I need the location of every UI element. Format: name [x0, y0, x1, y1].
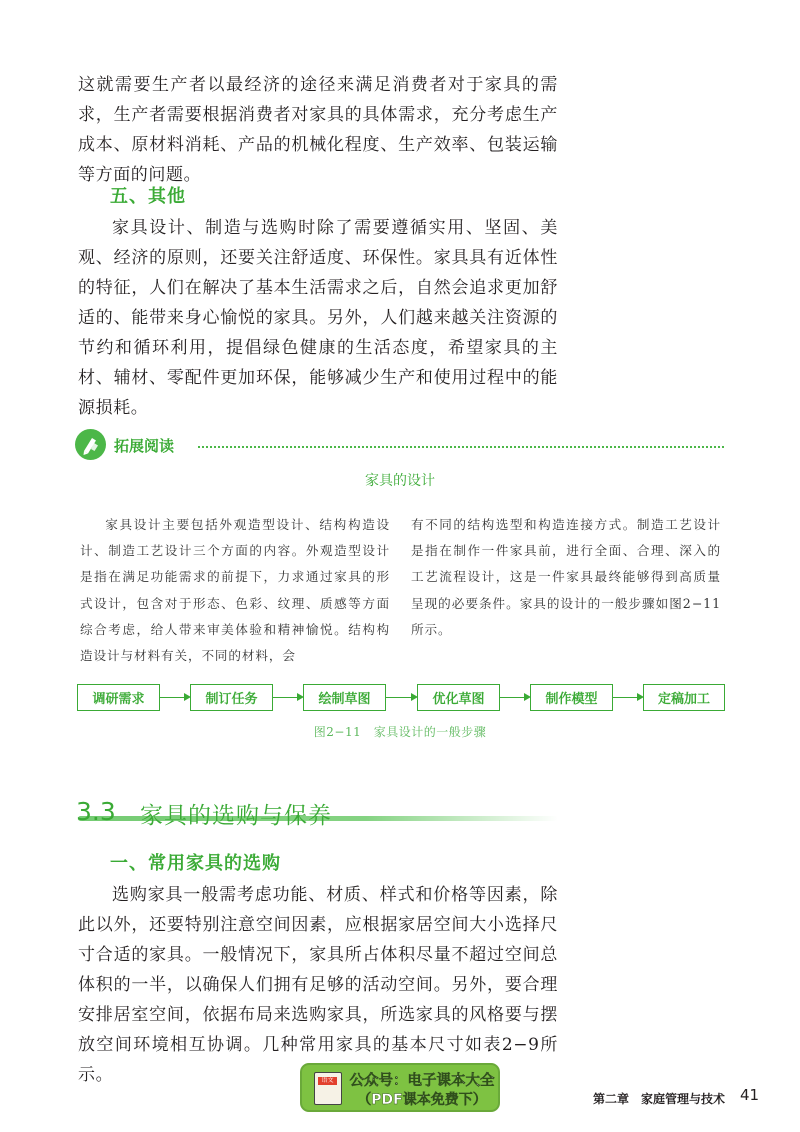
flow-step-research: 调研需求	[77, 684, 160, 711]
section-33-paragraph: 选购家具一般需考虑功能、材质、样式和价格等因素，除此以外，还要特别注意空间因素，应根据家居空间大小选择尺寸合适的家具。一般情况下，家具所占体积尽量不超过空间总体积的一半，以确保人们拥有足够的活动空间。另外，要合理安排居室空间，依据布局来选购家具，所选家具的风格要与摆放空间环境相互协调。几种常用家具的基本尺寸如表2−9所示。	[78, 885, 558, 1085]
flow-arrow	[160, 697, 189, 698]
subsection-heading: 一、常用家具的选购	[110, 853, 281, 874]
section-title: 家具的选购与保养	[140, 803, 332, 829]
extended-left-column: 家具设计主要包括外观造型设计、结构构造设计、制造工艺设计三个方面的内容。外观造型设计是指在满足功能需求的前提下，力求通过家具的形式设计，包含对于形态、色彩、纹理、质感等方面综合考虑，给人带来审美体验和精神愉悦。结构构造设计与材料有关，不同的材料，会	[80, 517, 390, 664]
section-other-paragraph: 家具设计、制造与选购时除了需要遵循实用、坚固、美观、经济的原则，还要关注舒适度、环保性。家具具有近体性的特征，人们在解决了基本生活需求之后，自然会追求更加舒适的、能带来身心愉悦的家具。另外，人们越来越关注资源的节约和循环利用，提倡绿色健康的生活态度，希望家具的主材、辅材、零配件更加环保，能够减少生产和使用过程中的能源损耗。	[78, 218, 558, 418]
pencil-icon	[75, 429, 106, 460]
section-heading-other: 五、其他	[110, 186, 186, 207]
flow-arrow	[273, 697, 302, 698]
book-icon	[314, 1072, 342, 1105]
extended-reading-label: 拓展阅读	[114, 437, 175, 455]
flow-step-optimize: 优化草图	[417, 684, 500, 711]
figure-caption: 图2−11 家具设计的一般步骤	[313, 725, 487, 739]
flow-step-plan: 制订任务	[190, 684, 273, 711]
section-number: 3.3	[76, 797, 116, 826]
flow-arrow	[613, 697, 642, 698]
footer-chapter: 第二章 家庭管理与技术	[593, 1092, 726, 1106]
flow-arrow	[386, 697, 416, 698]
extended-right-column: 有不同的结构选型和构造连接方式。制造工艺设计是指在制作一件家具前，进行全面、合理、深入的工艺流程设计，这是一件家具最终能够得到高质量呈现的必要条件。家具的设计的一般步骤如图2−11所示。	[411, 517, 721, 637]
flow-step-finalize: 定稿加工	[643, 684, 725, 711]
stamp-line-1: 公众号：电子课本大全	[349, 1073, 495, 1089]
dotted-divider	[198, 446, 724, 448]
flow-arrow	[500, 697, 529, 698]
extended-reading-title: 家具的设计	[365, 473, 435, 489]
book-tag: 语文	[318, 1077, 337, 1085]
page-number: 41	[740, 1086, 760, 1104]
stamp-line-2: （PDF课本免费下）	[357, 1092, 487, 1108]
flow-step-sketch: 绘制草图	[303, 684, 386, 711]
intro-paragraph: 这就需要生产者以最经济的途径来满足消费者对于家具的需求，生产者需要根据消费者对家具的具体需求，充分考虑生产成本、原材料消耗、产品的机械化程度、生产效率、包装运输等方面的问题。	[78, 75, 558, 185]
flow-step-model: 制作模型	[530, 684, 613, 711]
watermark-stamp	[300, 1063, 500, 1112]
